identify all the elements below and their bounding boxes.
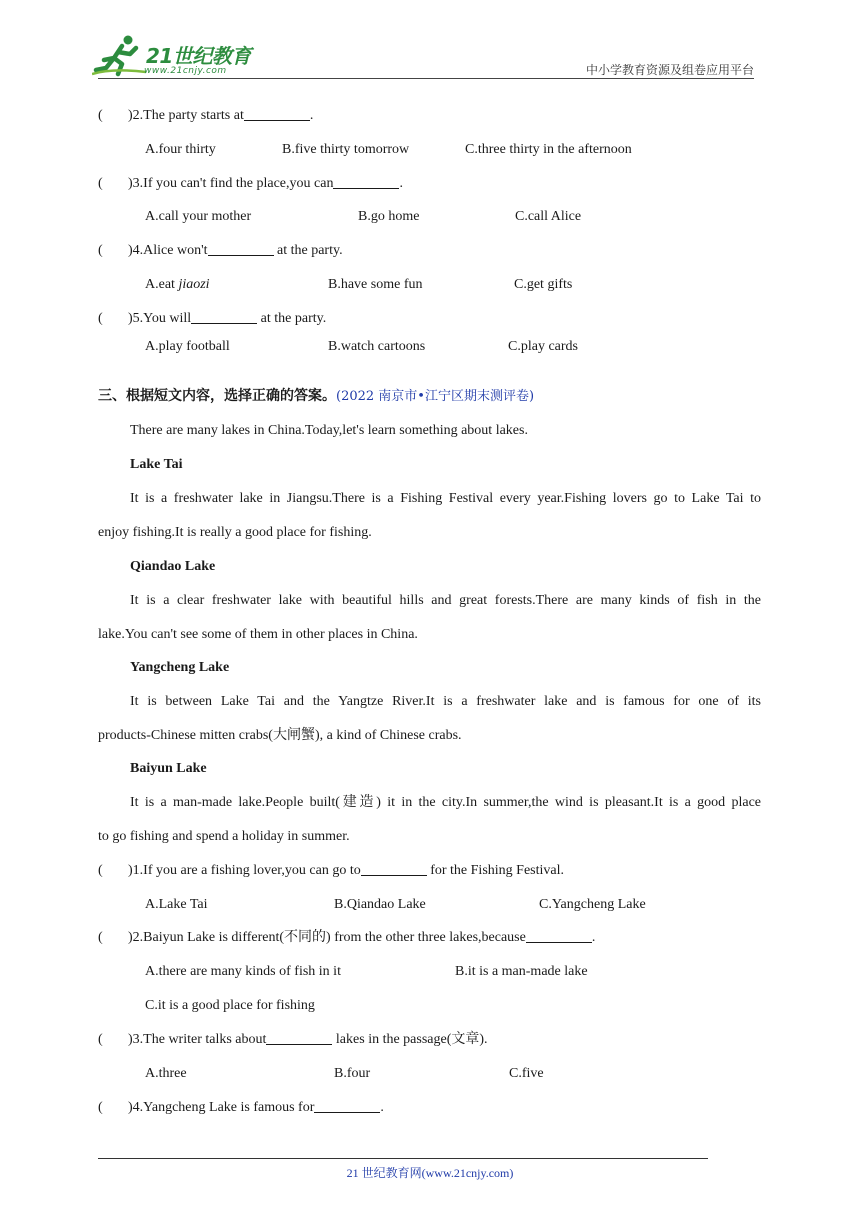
- passage-line: It is a freshwater lake in Jiangsu.There is a Fishing Festival every year.Fishing lovers go to Lake Tai to: [130, 491, 761, 506]
- answer-blank[interactable]: [526, 928, 592, 943]
- header-tagline: 中小学教育资源及组卷应用平台: [585, 63, 754, 77]
- question-stem: 4.Yangcheng Lake is famous for: [132, 1100, 315, 1115]
- question-row: [98, 1030, 762, 1050]
- option-a: A.there are many kinds of fish in it: [145, 964, 341, 979]
- answer-paren-open: (: [98, 108, 103, 123]
- passage-line: enjoy fishing.It is really a good place for fishing.: [98, 525, 372, 540]
- option-a: A.call your mother: [145, 209, 252, 224]
- lake-heading: Qiandao Lake: [130, 559, 216, 574]
- question-stem: 3.The writer talks about: [132, 1032, 267, 1047]
- lake-heading: Yangcheng Lake: [130, 660, 230, 675]
- answer-paren-close: ): [128, 863, 133, 878]
- answer-blank[interactable]: [244, 106, 310, 121]
- passage-line: It is a clear freshwater lake with beautiful hills and great forests.There are many kinds of fish in the: [130, 593, 761, 608]
- option-c: C.call Alice: [515, 209, 582, 224]
- option-c: C.Yangcheng Lake: [539, 897, 646, 912]
- answer-paren-open: (: [98, 1100, 103, 1115]
- answer-blank[interactable]: [314, 1098, 380, 1113]
- option-c: C.play cards: [508, 339, 578, 354]
- option-a: A.three: [145, 1066, 187, 1081]
- answer-paren-close: ): [128, 243, 133, 258]
- question-stem: 2.The party starts at: [132, 108, 244, 123]
- question-stem: 3.If you can't find the place,you can: [132, 176, 334, 191]
- question-tail: .: [399, 176, 403, 191]
- option-c: C.get gifts: [514, 277, 573, 292]
- answer-paren-close: ): [128, 311, 133, 326]
- section-title: 三、根据短文内容，选择正确的答案。: [98, 388, 336, 404]
- answer-paren-open: (: [98, 863, 103, 878]
- question-stem: 5.You will: [132, 311, 192, 326]
- option-c: C.it is a good place for fishing: [145, 998, 315, 1013]
- passage-line: to go fishing and spend a holiday in summer.: [98, 829, 350, 844]
- lake-heading: Lake Tai: [130, 457, 183, 472]
- answer-blank[interactable]: [361, 861, 427, 876]
- answer-paren-close: ): [128, 930, 133, 945]
- answer-paren-close: ): [128, 1032, 133, 1047]
- option-b: B.Qiandao Lake: [334, 897, 426, 912]
- answer-paren-close: ): [128, 176, 133, 191]
- question-stem: 2.Baiyun Lake is different(不同的) from the other three lakes,because: [132, 930, 526, 945]
- logo-url: www.21cnjy.com: [144, 66, 227, 76]
- option-a: A.Lake Tai: [145, 897, 208, 912]
- passage-line: It is a man-made lake.People built(建造) it in the city.In summer,the wind is pleasant.It is a good place: [130, 795, 761, 810]
- option-a-text: A.eat: [145, 277, 179, 292]
- question-row: [98, 309, 762, 329]
- answer-paren-open: (: [98, 243, 103, 258]
- question-row: [98, 106, 762, 126]
- site-logo: [92, 34, 262, 80]
- answer-blank[interactable]: [191, 309, 257, 324]
- question-tail: at the party.: [257, 311, 327, 326]
- option-b: B.watch cartoons: [328, 339, 426, 354]
- lake-heading: Baiyun Lake: [130, 761, 207, 776]
- option-b: B.go home: [358, 209, 420, 224]
- runner-logo-icon: [92, 34, 148, 78]
- passage-line: lake.You can't see some of them in other places in China.: [98, 627, 418, 642]
- section-heading: [98, 386, 762, 407]
- question-row: [98, 174, 762, 194]
- question-tail: .: [591, 930, 596, 945]
- question-row: [98, 241, 762, 261]
- option-c: C.five: [509, 1066, 544, 1081]
- option-a-italic: jiaozi: [178, 277, 210, 292]
- question-tail: for the Fishing Festival.: [426, 863, 564, 878]
- option-b: B.five thirty tomorrow: [282, 142, 410, 157]
- answer-paren-open: (: [98, 930, 103, 945]
- question-row: [98, 861, 762, 881]
- footer-divider: [98, 1158, 708, 1159]
- option-b: B.it is a man-made lake: [455, 964, 588, 979]
- question-row: [98, 1098, 762, 1118]
- answer-paren-close: ): [128, 108, 133, 123]
- question-row: [98, 928, 762, 948]
- page-footer: 21 世纪教育网(www.21cnjy.com): [346, 1166, 514, 1180]
- option-b: B.have some fun: [328, 277, 423, 292]
- answer-blank[interactable]: [333, 174, 399, 189]
- passage-line: products-Chinese mitten crabs(大闸蟹), a kind of Chinese crabs.: [98, 728, 462, 743]
- answer-blank[interactable]: [208, 241, 274, 256]
- answer-paren-close: ): [128, 1100, 133, 1115]
- option-b: B.four: [334, 1066, 371, 1081]
- answer-paren-open: (: [98, 1032, 103, 1047]
- section-source: (2022 南京市•江宁区期末测评卷): [336, 389, 535, 404]
- header-divider: [98, 78, 754, 79]
- question-tail: lakes in the passage(文章).: [332, 1032, 488, 1047]
- page-header: [0, 0, 860, 82]
- passage-line: It is between Lake Tai and the Yangtze River.It is a freshwater lake and is famous for one of its: [130, 694, 761, 709]
- question-stem: 1.If you are a fishing lover,you can go to: [132, 863, 361, 878]
- option-a: [145, 275, 210, 295]
- question-tail: at the party.: [273, 243, 343, 258]
- question-stem: 4.Alice won't: [132, 243, 208, 258]
- answer-blank[interactable]: [266, 1030, 332, 1045]
- answer-paren-open: (: [98, 311, 103, 326]
- option-a: A.play football: [145, 339, 230, 354]
- question-tail: .: [380, 1100, 384, 1115]
- question-tail: .: [309, 108, 314, 123]
- answer-paren-open: (: [98, 176, 103, 191]
- option-c: C.three thirty in the afternoon: [465, 142, 632, 157]
- logo-text: 21世纪教育: [146, 44, 251, 68]
- option-a: A.four thirty: [145, 142, 216, 157]
- passage-intro: There are many lakes in China.Today,let's learn something about lakes.: [130, 423, 528, 438]
